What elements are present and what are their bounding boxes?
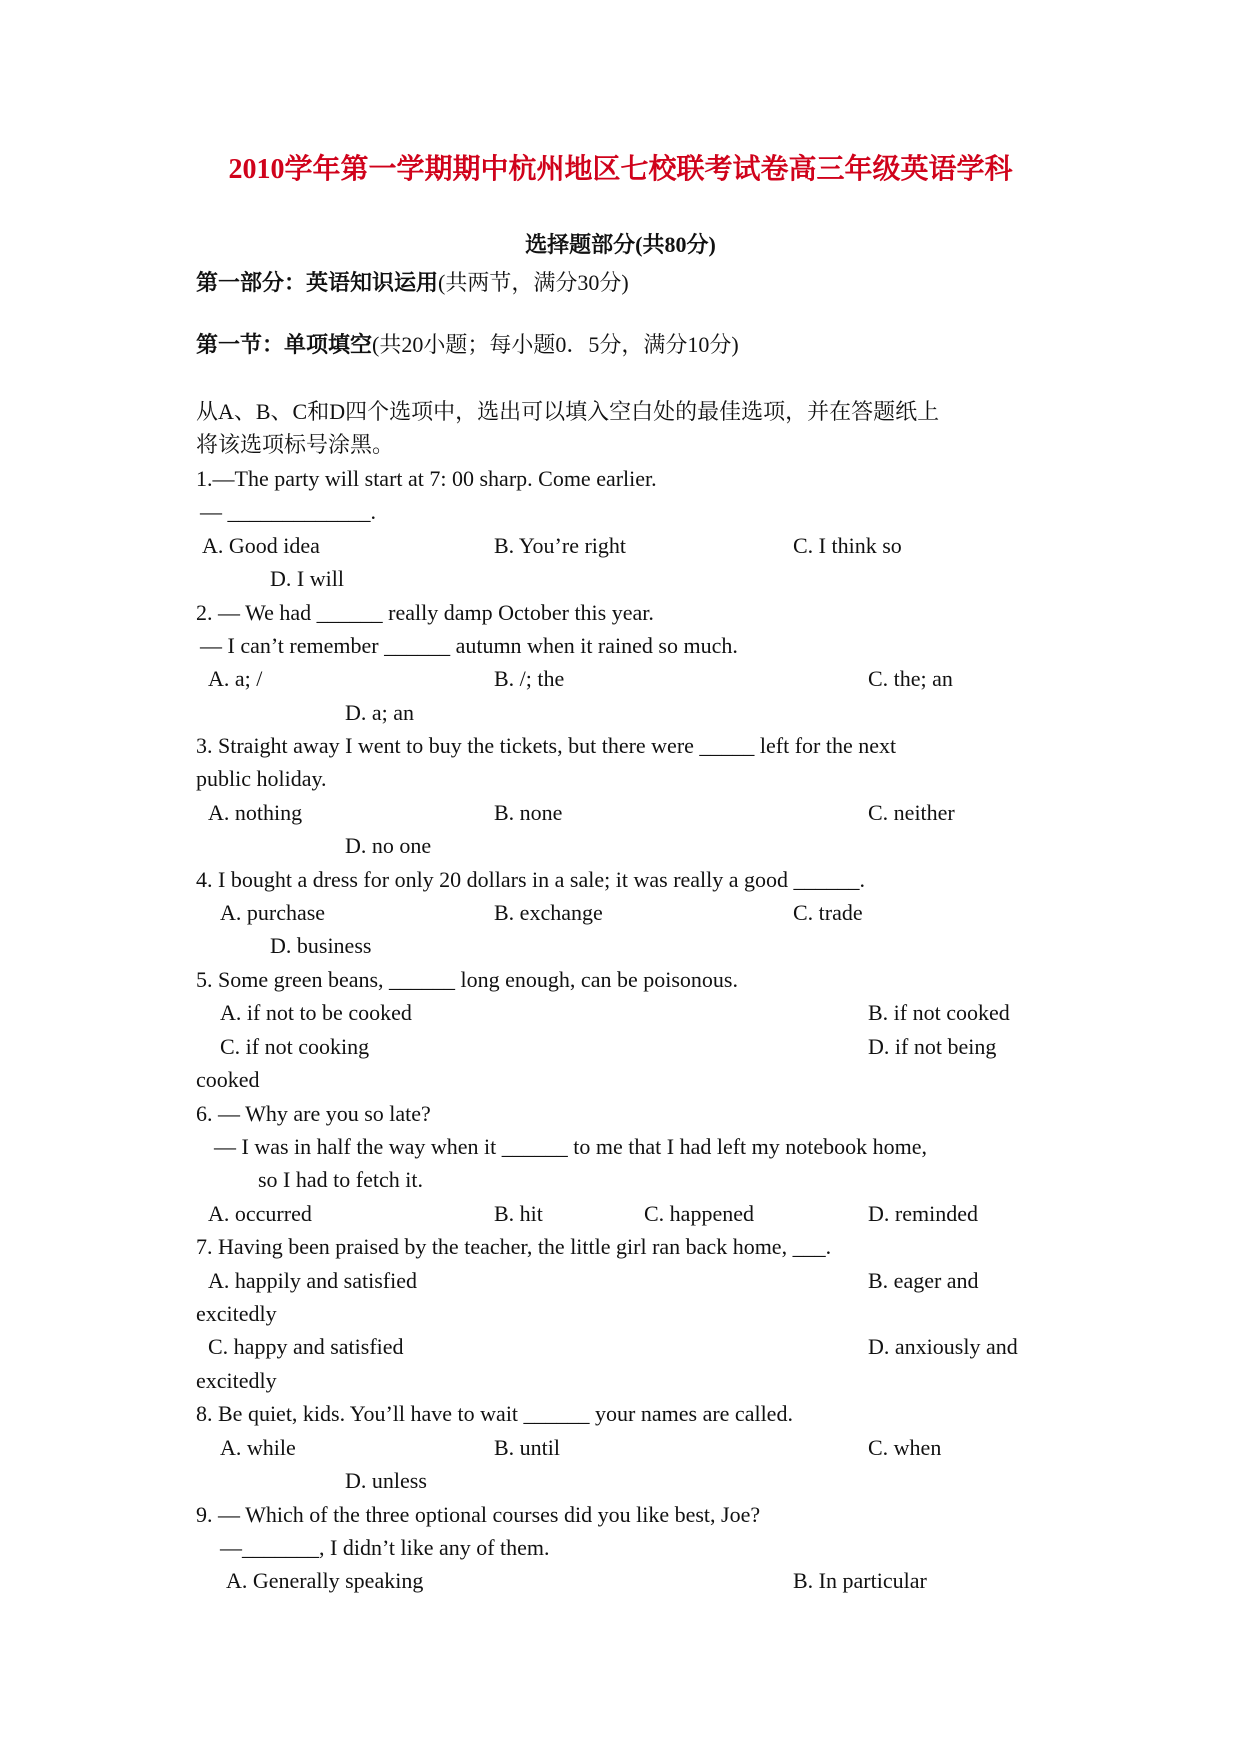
option: excitedly [196,1368,277,1393]
option: A. Generally speaking [226,1568,424,1593]
question-stem: — _____________. [200,499,376,524]
option: D. business [270,933,372,958]
option: B. none [494,800,563,825]
part1-rest: (共两节，满分30分) [438,270,629,295]
question-stem: 3. Straight away I went to buy the tickets, but there were _____ left for the next [196,733,897,758]
option: D. a; an [345,700,415,725]
sec1-rest: (共20小题；每小题0．5分，满分10分) [372,332,739,357]
question-stem: so I had to fetch it. [258,1167,423,1192]
section1-heading [196,330,739,360]
option: A. occurred [208,1201,312,1226]
option: A. a; / [208,666,263,691]
question-stem: 5. Some green beans, ______ long enough, can be poisonous. [196,967,738,992]
part1-bold: 第一部分：英语知识运用 [196,270,439,295]
option: B. In particular [793,1568,927,1593]
option: B. if not cooked [868,1000,1010,1025]
option: C. if not cooking [220,1034,370,1059]
question-stem: 8. Be quiet, kids. You’ll have to wait ______ your names are called. [196,1401,793,1426]
part1-heading [196,268,629,298]
question-stem: 2. — We had ______ really damp October this year. [196,600,654,625]
option: C. happy and satisfied [208,1334,404,1359]
option: A. purchase [220,900,326,925]
option: A. Good idea [202,533,320,558]
question-stem: public holiday. [196,766,327,791]
option: C. trade [793,900,863,925]
question-stem: —_______, I didn’t like any of them. [220,1535,550,1560]
instructions-line: 将该选项标号涂黑。 [196,432,395,457]
option: D. anxiously and [868,1334,1018,1359]
option: A. nothing [208,800,303,825]
option: B. /; the [494,666,565,691]
option: C. when [868,1435,942,1460]
sec1-bold: 第一节：单项填空 [196,332,373,357]
option: A. while [220,1435,296,1460]
option: C. neither [868,800,955,825]
option: C. I think so [793,533,902,558]
option: D. if not being [868,1034,997,1059]
question-stem: 4. I bought a dress for only 20 dollars in a sale; it was really a good ______. [196,867,866,892]
option: B. exchange [494,900,603,925]
option: excitedly [196,1301,277,1326]
option: D. reminded [868,1201,978,1226]
question-stem: — I was in half the way when it ______ to me that I had left my notebook home, [214,1134,928,1159]
question-stem: 9. — Which of the three optional courses did you like best, Joe? [196,1502,761,1527]
option: B. hit [494,1201,543,1226]
question-stem: 7. Having been praised by the teacher, the little girl ran back home, ___. [196,1234,832,1259]
exam-title: 2010学年第一学期期中杭州地区七校联考试卷高三年级英语学科 [228,154,1013,185]
question-stem: — I can’t remember ______ autumn when it rained so much. [200,633,738,658]
option: C. the; an [868,666,953,691]
option: B. eager and [868,1268,979,1293]
section-title: 选择题部分(共80分) [525,232,716,257]
option: B. until [494,1435,561,1460]
option: D. unless [345,1468,427,1493]
option: D. I will [270,566,344,591]
option: A. if not to be cooked [220,1000,412,1025]
option: A. happily and satisfied [208,1268,417,1293]
option: cooked [196,1067,260,1092]
question-stem: 6. — Why are you so late? [196,1101,431,1126]
question-stem: 1.—The party will start at 7: 00 sharp. Come earlier. [196,466,657,491]
instructions-line: 从A、B、C和D四个选项中，选出可以填入空白处的最佳选项，并在答题纸上 [196,399,940,424]
option: D. no one [345,833,432,858]
option: C. happened [644,1201,754,1226]
option: B. You’re right [494,533,627,558]
